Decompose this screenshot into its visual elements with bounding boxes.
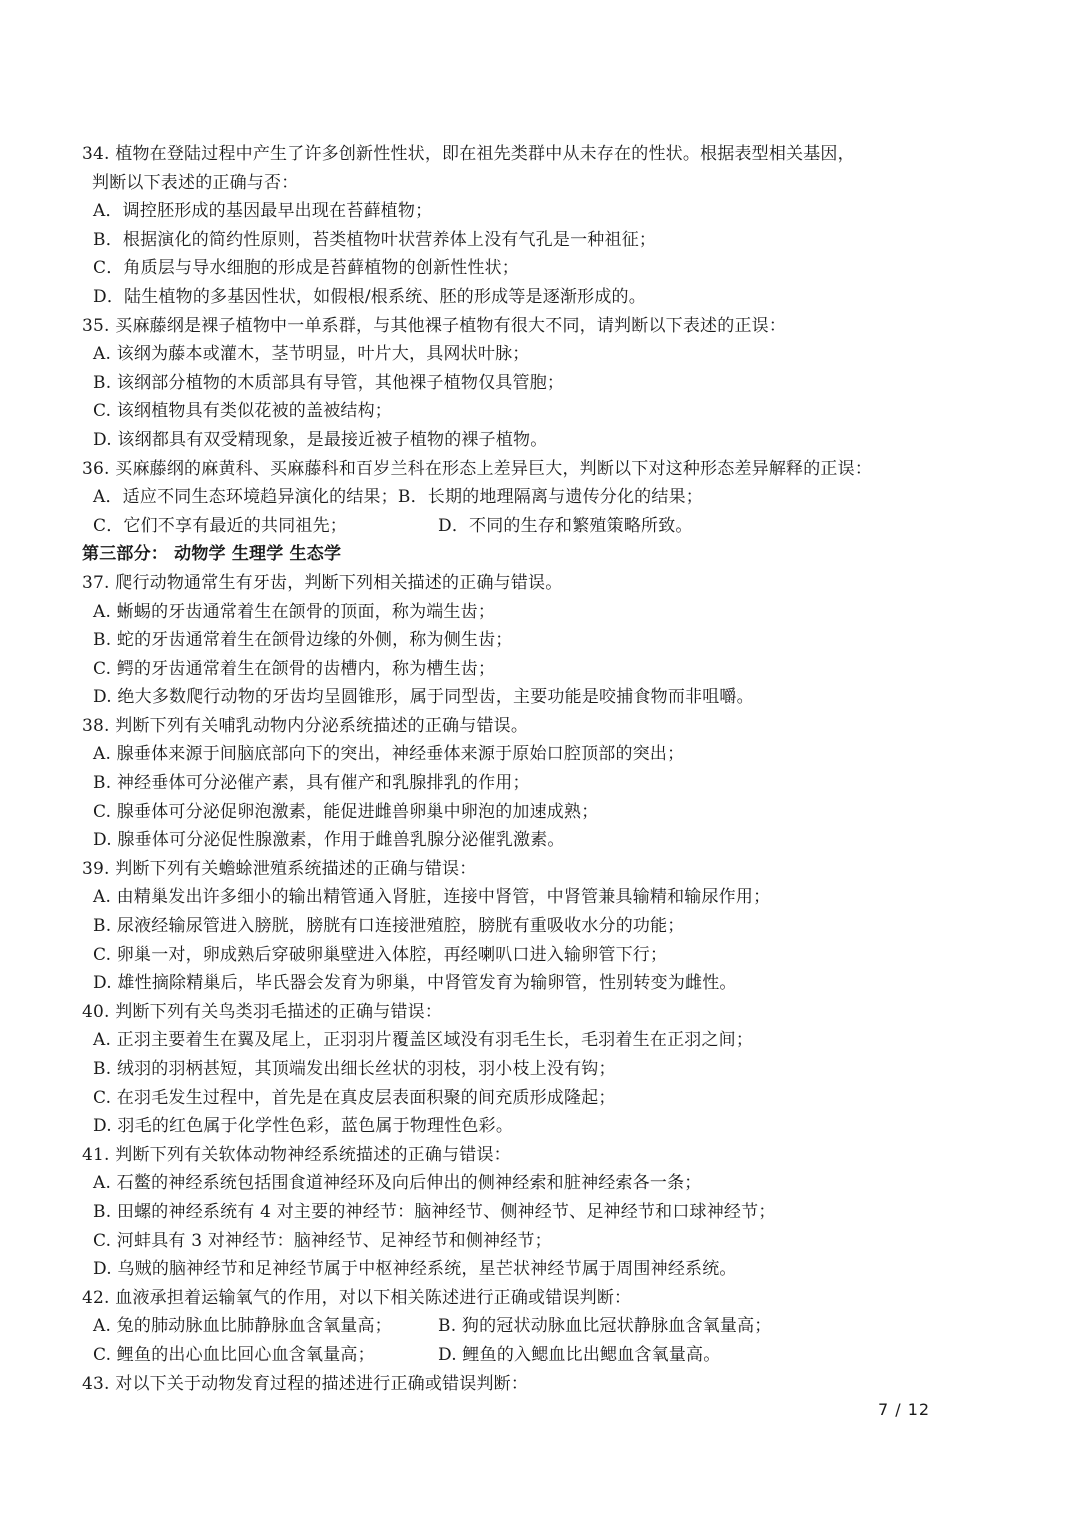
option-d: D. 腺垂体可分泌促性腺激素，作用于雌兽乳腺分泌催乳激素。 <box>93 830 565 851</box>
question-36 <box>0 455 1080 541</box>
section-heading: 第三部分： 动物学 生理学 生态学 <box>82 544 342 565</box>
option-d: D. 乌贼的脑神经节和足神经节属于中枢神经系统，星芒状神经节属于周围神经系统。 <box>93 1259 737 1280</box>
option-b: B. 尿液经输尿管进入膀胱，膀胱有口连接泄殖腔，膀胱有重吸收水分的功能； <box>93 916 685 937</box>
option-c: C．它们不享有最近的共同祖先； <box>93 515 348 536</box>
option-c: C. 在羽毛发生过程中，首先是在真皮层表面积聚的间充质形成隆起； <box>93 1087 616 1108</box>
question-stem: 38. 判断下列有关哺乳动物内分泌系统描述的正确与错误。 <box>82 715 529 736</box>
option-row <box>0 1312 1080 1341</box>
option-row <box>0 512 1080 541</box>
question-34 <box>0 140 1080 312</box>
option-d: D. 羽毛的红色属于化学性色彩，蓝色属于物理性色彩。 <box>93 1116 514 1137</box>
question-41 <box>0 1141 1080 1284</box>
option-c: C．角质层与导水细胞的形成是苔藓植物的创新性性状； <box>93 258 520 279</box>
option-a: A. 由精巢发出许多细小的输出精管通入肾脏，连接中肾管，中肾管兼具输精和输尿作用； <box>93 887 771 908</box>
question-39 <box>0 855 1080 998</box>
option-d: D. 该纲都具有双受精现象，是最接近被子植物的裸子植物。 <box>93 429 548 450</box>
question-38 <box>0 712 1080 855</box>
option-a: A. 兔的肺动脉血比肺静脉血含氧量高； <box>93 1316 392 1337</box>
question-stem: 36. 买麻藤纲的麻黄科、买麻藤科和百岁兰科在形态上差异巨大，判断以下对这种形态差异解释的正误： <box>82 458 873 479</box>
option-c: C. 卵巢一对，卵成熟后穿破卵巢壁进入体腔，再经喇叭口进入输卵管下行； <box>93 944 668 965</box>
option-b: B. 神经垂体可分泌催产素，具有催产和乳腺排乳的作用； <box>93 773 530 794</box>
question-37 <box>0 569 1080 712</box>
question-35 <box>0 312 1080 455</box>
question-stem: 39. 判断下列有关蟾蜍泄殖系统描述的正确与错误： <box>82 858 477 879</box>
option-a: A．调控胚形成的基因最早出现在苔藓植物； <box>93 201 433 222</box>
option-c: C. 河蚌具有 3 对神经节：脑神经节、足神经节和侧神经节； <box>93 1230 552 1251</box>
option-c: C. 鲤鱼的出心血比回心血含氧量高； <box>93 1344 375 1365</box>
option-d: D. 绝大多数爬行动物的牙齿均呈圆锥形，属于同型齿，主要功能是咬捕食物而非咀嚼。 <box>93 687 754 708</box>
option-b: B. 蛇的牙齿通常着生在颌骨边缘的外侧，称为侧生齿； <box>93 630 513 651</box>
question-stem: 40. 判断下列有关鸟类羽毛描述的正确与错误： <box>82 1001 443 1022</box>
option-b: B．长期的地理隔离与遗传分化的结果； <box>397 487 703 508</box>
option-c: C. 腺垂体可分泌促卵泡激素，能促进雌兽卵巢中卵泡的加速成熟； <box>93 801 599 822</box>
option-a: A．适应不同生态环境趋异演化的结果； <box>93 487 398 508</box>
question-stem: 37. 爬行动物通常生有牙齿，判断下列相关描述的正确与错误。 <box>82 572 563 593</box>
question-40 <box>0 998 1080 1141</box>
question-stem: 35. 买麻藤纲是裸子植物中一单系群，与其他裸子植物有很大不同，请判断以下表述的正误： <box>82 315 787 336</box>
option-b: B. 田螺的神经系统有 4 对主要的神经节：脑神经节、侧神经节、足神经节和口球神经节； <box>93 1201 776 1222</box>
question-stem-continued: 判断以下表述的正确与否： <box>92 172 299 193</box>
page-content <box>0 140 1080 1398</box>
option-b: B．根据演化的简约性原则，苔类植物叶状营养体上没有气孔是一种祖征； <box>93 229 657 250</box>
option-c: C. 鳄的牙齿通常着生在颌骨的齿槽内，称为槽生齿； <box>93 658 496 679</box>
option-a: A. 腺垂体来源于间脑底部向下的突出，神经垂体来源于原始口腔顶部的突出； <box>93 744 685 765</box>
question-stem: 42. 血液承担着运输氧气的作用，对以下相关陈述进行正确或错误判断： <box>82 1287 632 1308</box>
option-row <box>0 1341 1080 1370</box>
question-stem: 41. 判断下列有关软体动物神经系统描述的正确与错误： <box>82 1144 511 1165</box>
option-d: D．陆生植物的多基因性状，如假根/根系统、胚的形成等是逐渐形成的。 <box>93 286 646 307</box>
option-d: D．不同的生存和繁殖策略所致。 <box>438 515 693 536</box>
option-a: A. 蜥蜴的牙齿通常着生在颌骨的顶面，称为端生齿； <box>93 601 496 622</box>
option-d: D. 雄性摘除精巢后，毕氏器会发育为卵巢，中肾管发育为输卵管，性别转变为雌性。 <box>93 973 737 994</box>
option-b: B. 狗的冠状动脉血比冠状静脉血含氧量高； <box>438 1316 772 1337</box>
option-a: A. 石鳖的神经系统包括围食道神经环及向后伸出的侧神经索和脏神经索各一条； <box>93 1173 702 1194</box>
question-stem: 34. 植物在登陆过程中产生了许多创新性性状，即在祖先类群中从未存在的性状。根据表型相关基因， <box>82 144 855 164</box>
page-number: 7 / 12 <box>878 1400 931 1419</box>
option-d: D. 鲤鱼的入鳃血比出鳃血含氧量高。 <box>438 1344 721 1365</box>
question-stem: 43. 对以下关于动物发育过程的描述进行正确或错误判断： <box>82 1373 529 1394</box>
option-a: A. 正羽主要着生在翼及尾上，正羽羽片覆盖区域没有羽毛生长，毛羽着生在正羽之间； <box>93 1030 754 1051</box>
option-b: B. 绒羽的羽柄甚短，其顶端发出细长丝状的羽枝，羽小枝上没有钩； <box>93 1059 616 1079</box>
option-b: B. 该纲部分植物的木质部具有导管，其他裸子植物仅具管胞； <box>93 372 565 393</box>
option-a: A. 该纲为藤本或灌木，茎节明显，叶片大，具网状叶脉； <box>93 344 530 365</box>
question-43 <box>0 1370 1080 1399</box>
option-c: C. 该纲植物具有类似花被的盖被结构； <box>93 401 393 422</box>
question-42 <box>0 1284 1080 1370</box>
option-row <box>0 483 1080 512</box>
